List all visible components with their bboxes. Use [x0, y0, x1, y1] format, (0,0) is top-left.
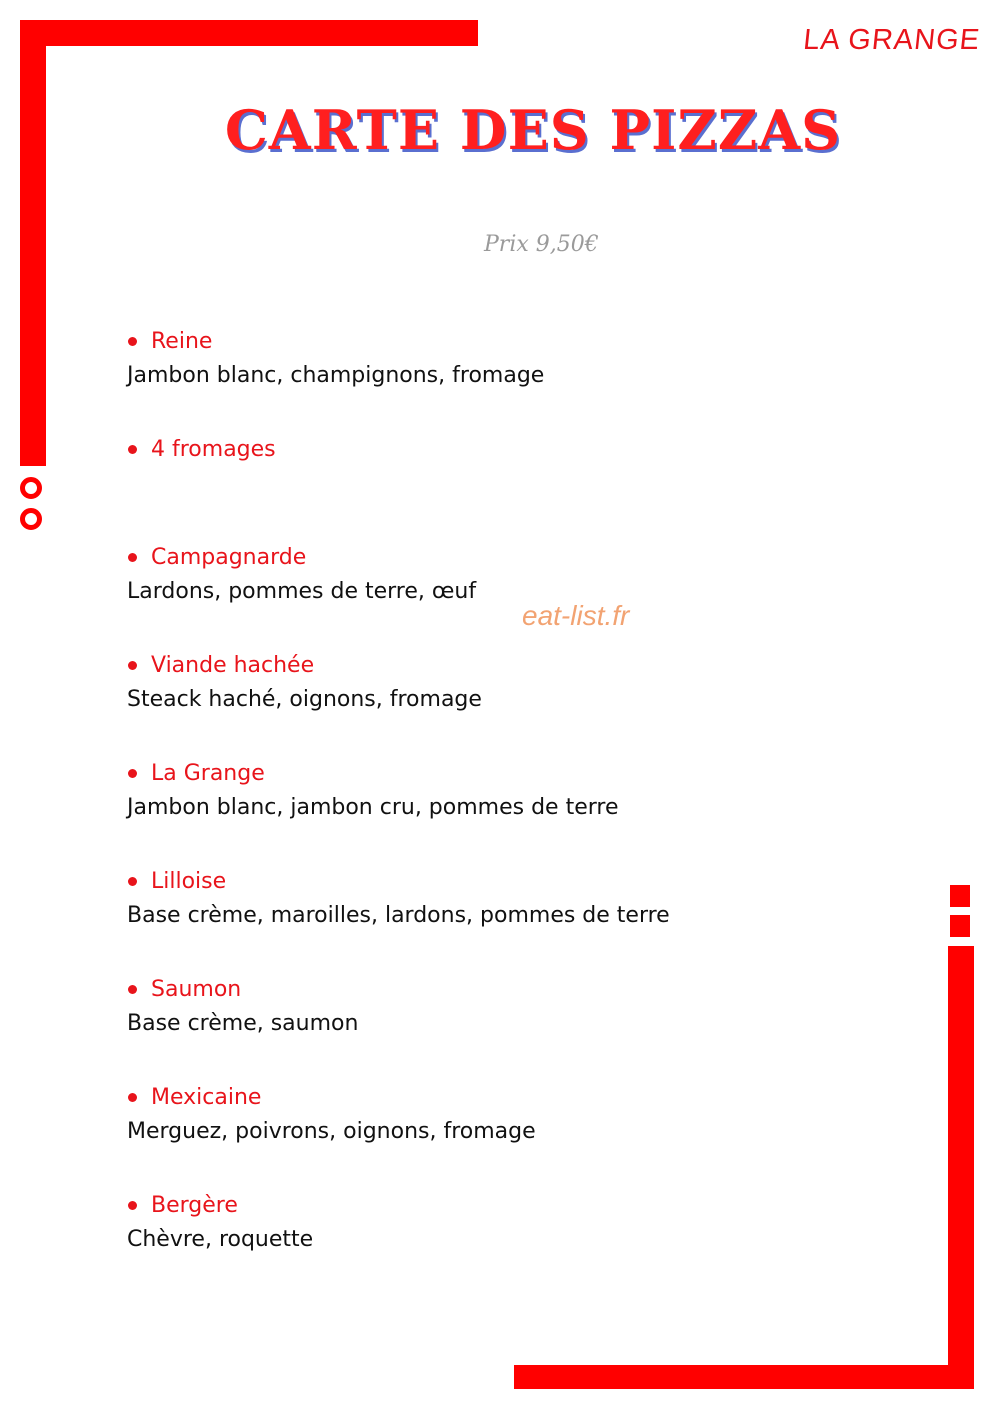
right-frame-bar	[948, 946, 974, 1389]
ring-ornament	[20, 508, 42, 530]
bullet-icon	[128, 985, 137, 994]
menu-item	[127, 864, 827, 972]
pizza-name-text: Lilloise	[151, 868, 227, 894]
menu-item	[127, 756, 827, 864]
pizza-menu-list	[127, 324, 827, 1296]
bullet-icon	[128, 661, 137, 670]
pizza-name-text: La Grange	[151, 760, 265, 786]
pizza-name	[127, 756, 827, 790]
top-left-frame-bar	[20, 20, 478, 46]
pizza-description: Steack haché, oignons, fromage	[127, 687, 482, 712]
pizza-name	[127, 1188, 827, 1222]
bullet-icon	[128, 769, 137, 778]
menu-item	[127, 1188, 827, 1296]
pizza-name-text: Mexicaine	[151, 1084, 262, 1110]
pizza-name-text: Saumon	[151, 976, 242, 1002]
pizza-description: Merguez, poivrons, oignons, fromage	[127, 1119, 536, 1144]
square-ornament	[950, 915, 970, 937]
restaurant-name: LA GRANGE	[801, 24, 982, 56]
menu-item	[127, 432, 827, 540]
square-ornament	[950, 885, 970, 907]
pizza-name-text: Campagnarde	[151, 544, 307, 570]
bullet-icon	[128, 445, 137, 454]
pizza-name	[127, 972, 827, 1006]
page-title: CARTE DES PIZZAS	[224, 98, 842, 162]
pizza-name	[127, 324, 827, 358]
bullet-icon	[128, 1201, 137, 1210]
pizza-name-text: 4 fromages	[151, 436, 276, 462]
menu-item	[127, 540, 827, 648]
pizza-description	[127, 466, 827, 502]
pizza-name	[127, 1080, 827, 1114]
pizza-name-text: Viande hachée	[151, 652, 315, 678]
bullet-icon	[128, 1093, 137, 1102]
menu-item	[127, 648, 827, 756]
left-frame-bar	[20, 20, 46, 466]
pizza-description: Base crème, saumon	[127, 1011, 359, 1036]
bullet-icon	[128, 337, 137, 346]
pizza-description: Base crème, maroilles, lardons, pommes de terre	[127, 903, 670, 928]
pizza-name	[127, 648, 827, 682]
pizza-description: Chèvre, roquette	[127, 1227, 314, 1252]
menu-item	[127, 324, 827, 432]
pizza-name-text: Reine	[151, 328, 213, 354]
bottom-frame-bar	[514, 1365, 974, 1389]
ring-ornament	[20, 477, 42, 499]
pizza-description: Jambon blanc, jambon cru, pommes de terre	[127, 795, 619, 820]
pizza-name	[127, 432, 827, 466]
pizza-name	[127, 540, 827, 574]
menu-item	[127, 972, 827, 1080]
bullet-icon	[128, 553, 137, 562]
watermark: eat-list.fr	[522, 600, 630, 631]
pizza-description: Jambon blanc, champignons, fromage	[127, 363, 545, 388]
menu-item	[127, 1080, 827, 1188]
bullet-icon	[128, 877, 137, 886]
price-label: Prix 9,50€	[484, 232, 599, 257]
pizza-name	[127, 864, 827, 898]
pizza-description: Lardons, pommes de terre, œuf	[127, 579, 477, 604]
pizza-name-text: Bergère	[151, 1192, 238, 1218]
